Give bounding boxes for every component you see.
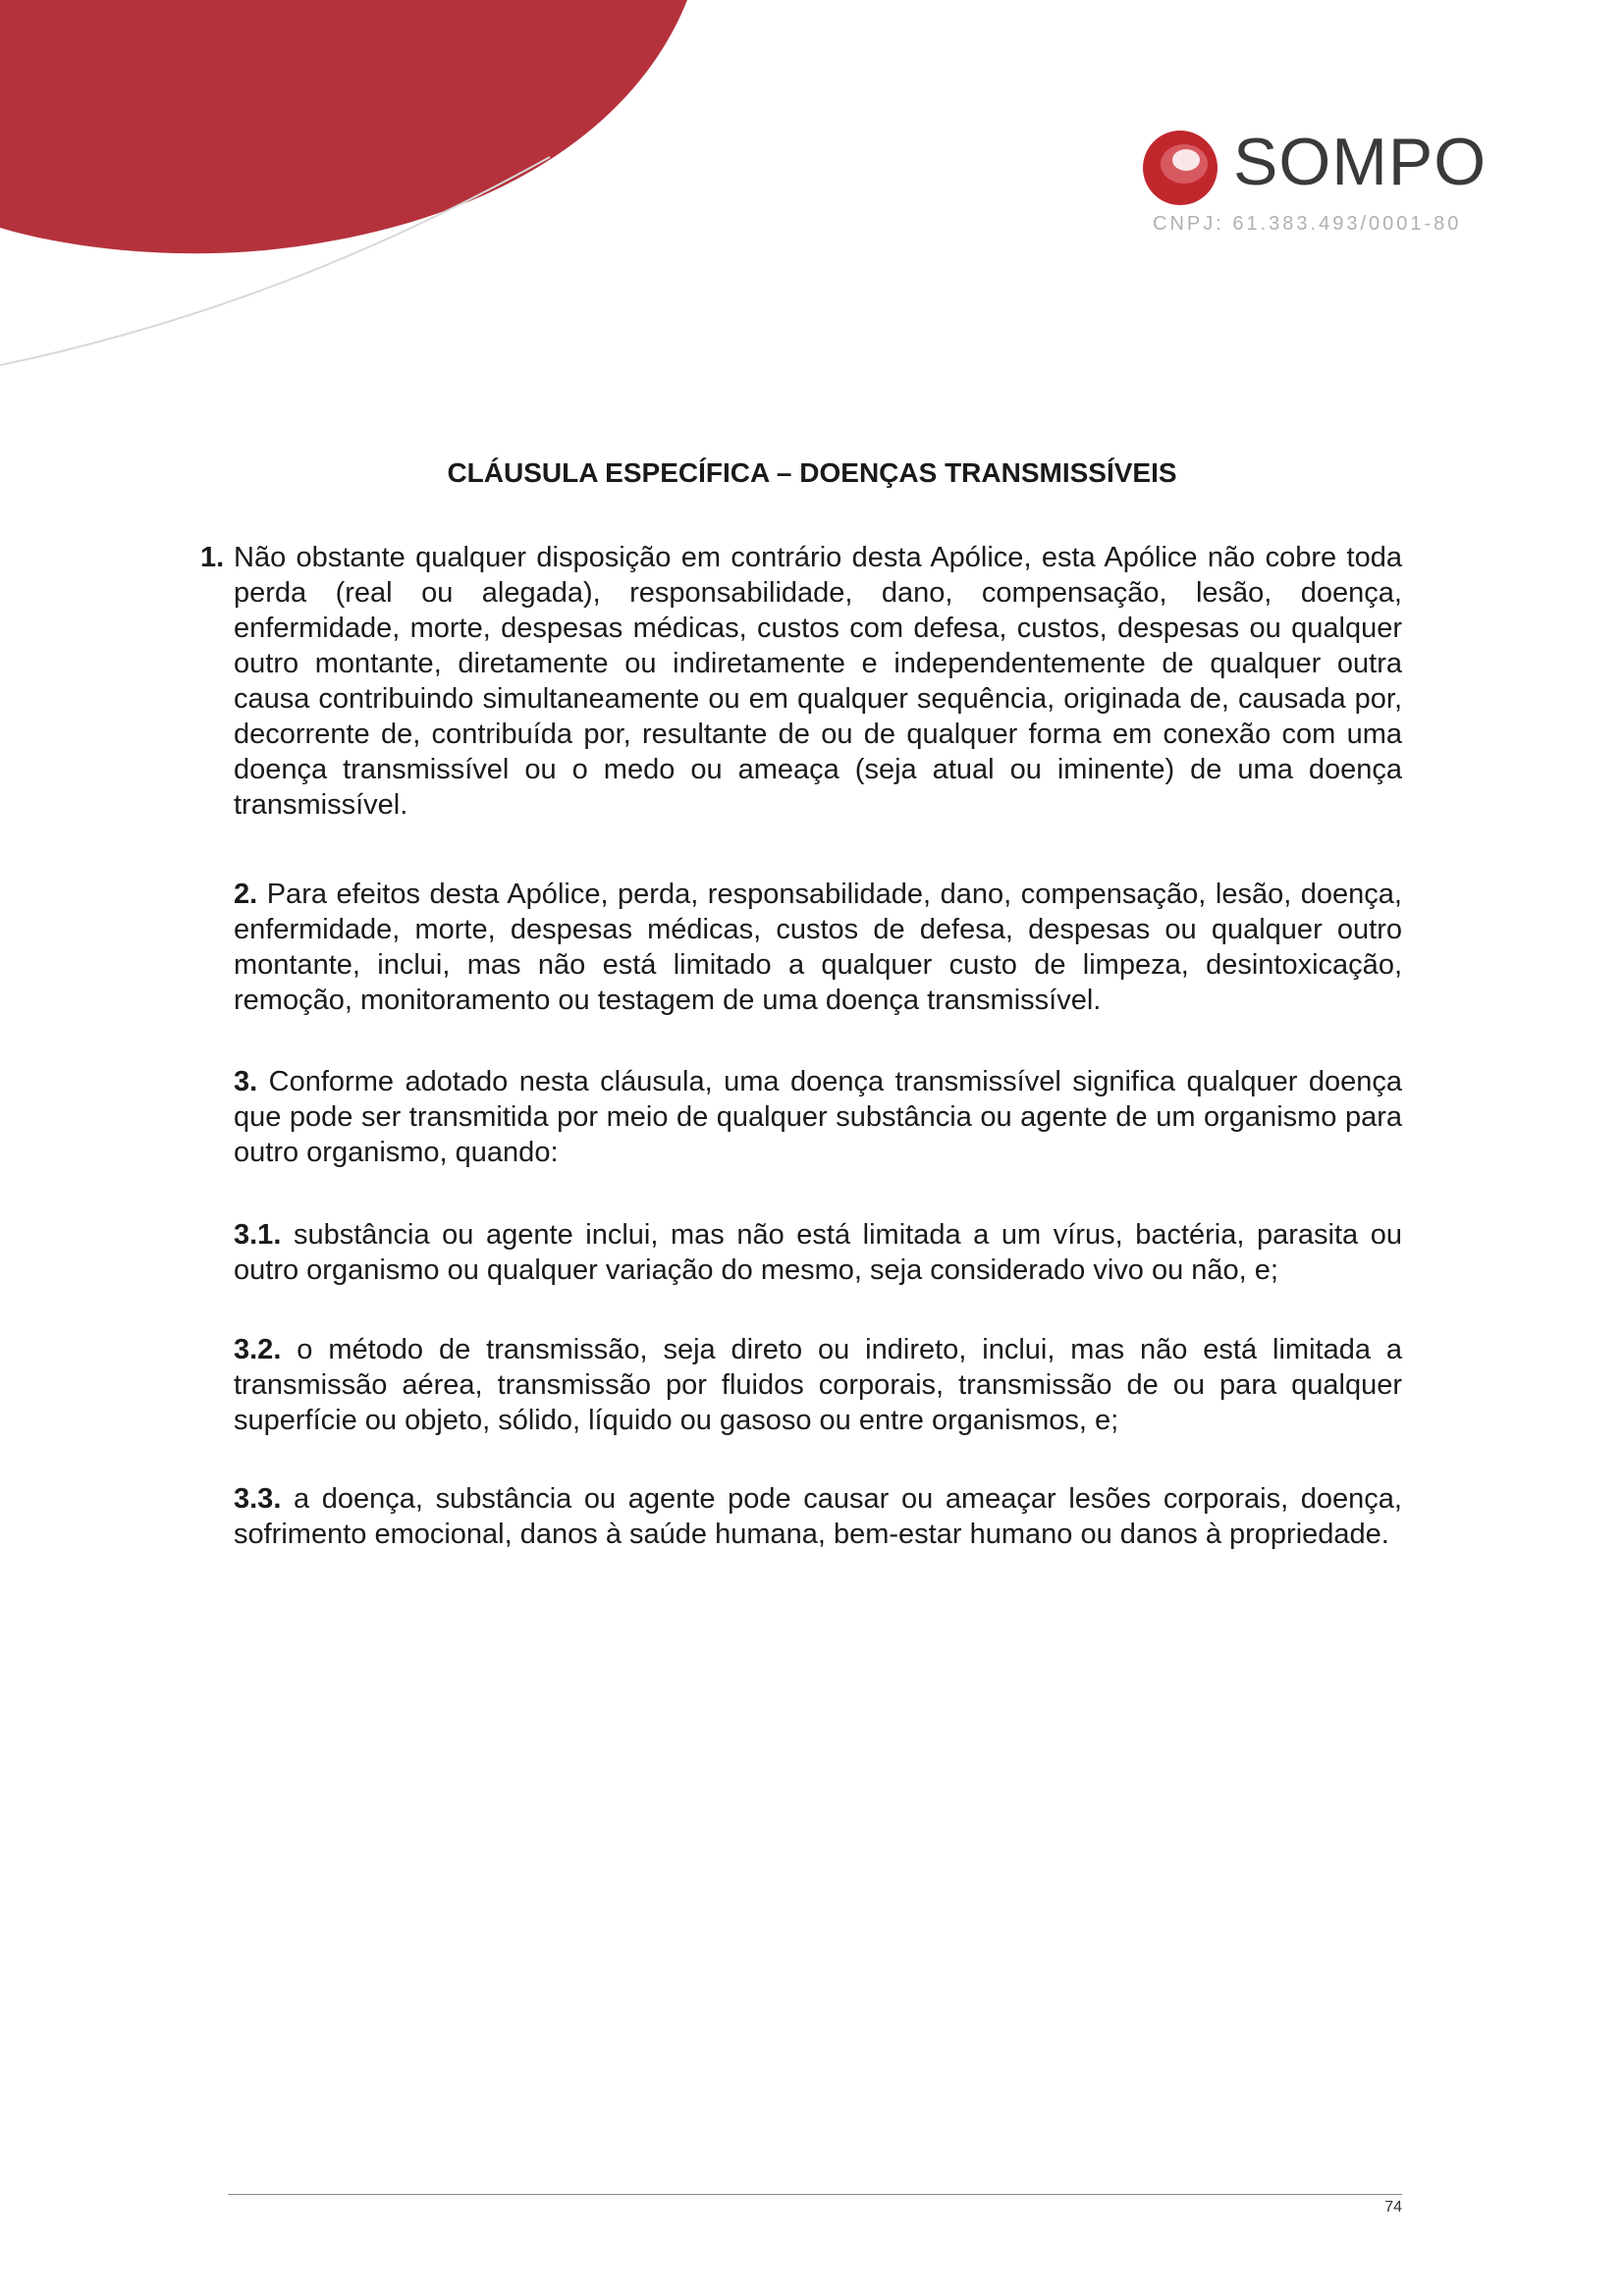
item-text: Conforme adotado nesta cláusula, uma doença transmissível significa qualquer doença que pode ser transmitida por meio de qualquer substância ou agente de um organismo para outro organismo, quando: — [234, 1066, 1403, 1168]
clause-item-3 — [234, 1064, 1402, 1170]
item-text: o método de transmissão, seja direto ou indireto, inclui, mas não está limitada a transmissão aérea, transmissão por fluidos corporais, transmissão de ou para qualquer superfície ou objeto, sólido, líquido ou gasoso ou entre organismos, e; — [234, 1334, 1402, 1436]
page-number: 74 — [1384, 2199, 1402, 2216]
brand-name: SOMPO — [1233, 125, 1488, 199]
item-text: a doença, substância ou agente pode causar ou ameaçar lesões corporais, doença, sofrimento emocional, danos à saúde humana, bem-estar humano ou danos à propriedade. — [234, 1483, 1402, 1550]
footer-divider — [228, 2194, 1402, 2195]
item-number: 2. — [234, 879, 258, 910]
clause-item-1 — [200, 540, 1402, 823]
clause-item-3-3 — [234, 1481, 1402, 1552]
item-number: 3.3. — [234, 1483, 282, 1515]
page-title: CLÁUSULA ESPECÍFICA – DOENÇAS TRANSMISSÍVEIS — [447, 457, 1177, 488]
item-number: 3. — [234, 1066, 258, 1097]
sompo-logo-icon — [1139, 127, 1221, 209]
sompo-logo — [1139, 123, 1512, 240]
cnpj-number: CNPJ: 61.383.493/0001-80 — [1153, 213, 1462, 235]
item-text: Não obstante qualquer disposição em contrário desta Apólice, esta Apólice não cobre toda perda (real ou alegada), responsabilidade, dano, compensação, lesão, doença, enfermidade, morte, despesas médicas, custos com defesa, custos, despesas ou qualquer outro montante, diretamente ou indiretamente e independentemente de qualquer outra causa contribuindo simultaneamente ou em qualquer sequência, originada de, causada por, decorrente de, contribuída por, resultante de ou de qualquer forma em conexão com uma doença transmissível ou o medo ou ameaça (seja atual ou iminente) de uma doença transmissível. — [234, 542, 1402, 821]
item-text: substância ou agente inclui, mas não está limitada a um vírus, bactéria, parasita ou outro organismo ou qualquer variação do mesmo, seja considerado vivo ou não, e; — [234, 1219, 1402, 1286]
item-text: Para efeitos desta Apólice, perda, responsabilidade, dano, compensação, lesão, doença, enfermidade, morte, despesas médicas, custos de defesa, despesas ou qualquer outro montante, inclui, mas não está limitado a qualquer custo de limpeza, desintoxicação, remoção, monitoramento ou testagem de uma doença transmissível. — [234, 879, 1402, 1016]
clause-item-3-1 — [234, 1217, 1402, 1288]
clause-item-3-2 — [234, 1332, 1402, 1438]
item-number: 3.2. — [234, 1334, 282, 1365]
header-red-arc — [0, 0, 766, 393]
item-number: 3.1. — [234, 1219, 282, 1251]
clause-item-2 — [234, 877, 1402, 1018]
item-number: 1. — [200, 542, 225, 573]
